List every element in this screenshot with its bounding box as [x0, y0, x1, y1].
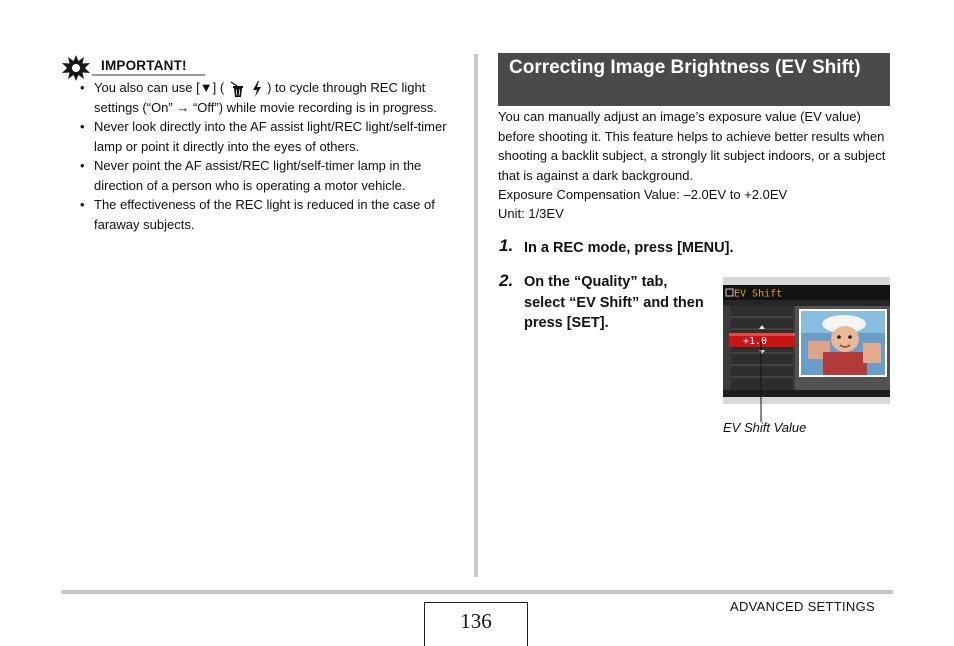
column-divider: [474, 54, 478, 577]
exposure-range-text: Exposure Compensation Value: –2.0EV to +2.0EV: [498, 187, 788, 202]
important-bullet-list: [80, 78, 460, 234]
section-intro: You can manually adjust an image’s exposure value (EV value) before shooting it. This feature helps to achieve better results when shooting a backlit subject, a strongly lit subject indoors, or a subject that is against a dark background.: [498, 109, 886, 183]
flash-icon: [251, 80, 263, 98]
unit-text: Unit: 1/3EV: [498, 206, 564, 221]
ev-shift-value-caption: EV Shift Value: [723, 420, 807, 435]
trash-icon: [228, 80, 248, 98]
important-underline: [92, 74, 205, 76]
ev-value-text: +1.0: [743, 336, 768, 347]
camera-screen: [723, 277, 890, 404]
callout-line: [756, 340, 766, 422]
step-1-number: 1.: [499, 236, 514, 255]
step-2-text: On the “Quality” tab, select “EV Shift” and then press [SET].: [524, 274, 704, 331]
list-item: [80, 78, 460, 117]
bullet-text-before-icons: You also can use [▼] (: [94, 80, 225, 95]
section-title: Correcting Image Brightness (EV Shift): [498, 53, 890, 106]
footer-rule: [61, 590, 893, 594]
page-number: 136: [424, 602, 528, 646]
step-1-text: In a REC mode, press [MENU].: [524, 240, 734, 256]
bullet-text-after-icons: ) to cycle through REC light settings (“On” → “Off”) while movie recording is in progress.: [94, 80, 437, 115]
camera-screen-graphic: [723, 277, 890, 404]
list-item: • Never look directly into the AF assist light/REC light/self-timer lamp or point it directly into the eyes of others.: [80, 117, 460, 156]
list-item: • The effectiveness of the REC light is reduced in the case of faraway subjects.: [80, 195, 460, 234]
menu-title-text: EV Shift: [734, 288, 783, 300]
footer-section-name: ADVANCED SETTINGS: [730, 599, 875, 614]
list-item: • Never point the AF assist/REC light/self-timer lamp in the direction of a person who is operating a motor vehicle.: [80, 156, 460, 195]
important-label: IMPORTANT!: [101, 58, 187, 73]
step-2-number: 2.: [499, 271, 514, 290]
